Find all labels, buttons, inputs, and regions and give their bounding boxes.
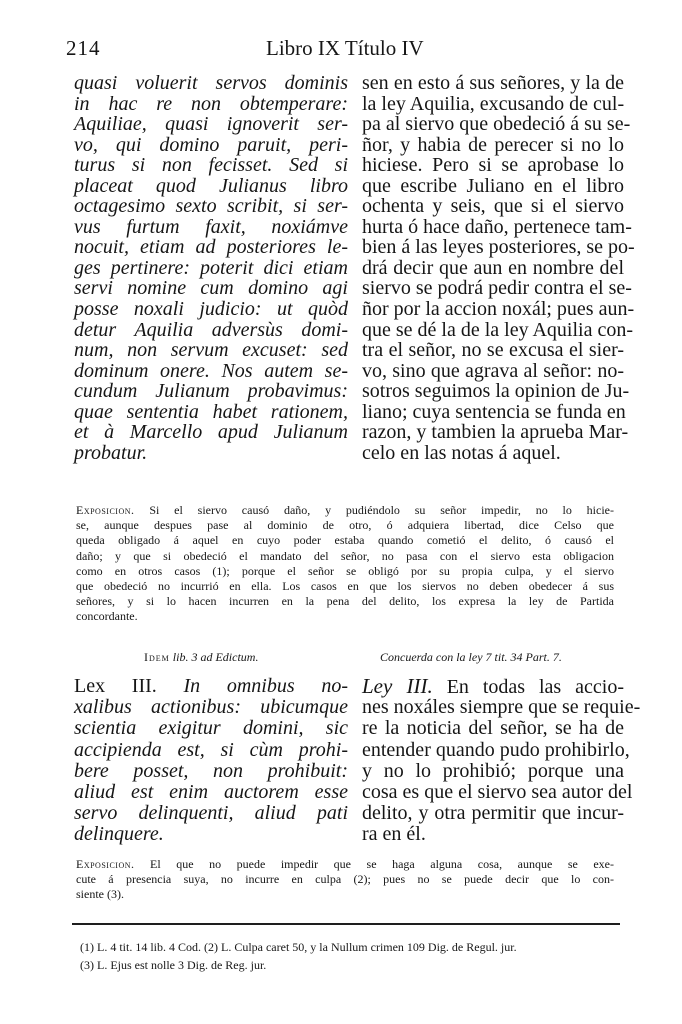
- spanish-line: ochenta y seis, que si el siervo: [362, 195, 624, 218]
- latin-line: accipienda est, si cùm prohi-: [74, 738, 348, 761]
- exposicion-heading: Exposicion.: [76, 857, 135, 871]
- exposicion-line: cute á presencia suya, no incurre en culpa (2); pues no se puede decir que lo con-: [76, 872, 614, 887]
- latin-line: cundum Julianum probavimus:: [74, 380, 348, 403]
- latin-line: in hac re non obtemperare:: [74, 92, 348, 115]
- exposicion-line: como en otros casos (1); porque el señor se obligó por su propia culpa, y el siervo: [76, 563, 614, 578]
- citation-right: Concuerda con la ley 7 tit. 34 Part. 7.: [380, 650, 562, 664]
- exposicion-line: daño; y que si obedeció el mandato del señor, no pasa con el siervo esta obligacion: [76, 548, 614, 563]
- spanish-line: la ley Aquilia, excusando de cul-: [362, 92, 625, 115]
- latin-line: aliud est enim auctorem esse: [74, 780, 348, 803]
- latin-line: quae sententia habet rationem,: [74, 400, 348, 423]
- spanish-line: y no lo prohibió; porque una: [362, 759, 624, 782]
- spanish-line: delito, y otra permitir que incur-: [362, 802, 624, 825]
- latin-line: dominum onere. Nos autem se-: [74, 359, 348, 382]
- exposicion-line: [76, 503, 614, 518]
- spanish-text-column-1: [362, 72, 635, 464]
- latin-line: octagesimo sexto scribit, si ser-: [74, 195, 348, 218]
- spanish-line: cosa es que el siervo sea autor del: [362, 780, 633, 803]
- spanish-line: hiciese. Pero si se aprobase lo: [362, 154, 624, 177]
- spanish-line: hurta ó hace daño, pertenece tam-: [362, 215, 632, 238]
- citation-left: [144, 650, 258, 665]
- exposicion-line: se, aunque despues pase al dominio de otro, ó adquiera libertad, dice Celso que: [76, 518, 614, 533]
- exposicion-line: señores, y si lo hacen incurren en la pena del delito, los expresa la ley de Partida: [76, 594, 614, 609]
- citation-author: Idem: [144, 650, 170, 664]
- spanish-line: celo en las notas á aquel.: [362, 441, 561, 464]
- spanish-line: sen en esto á sus señores, y la de: [362, 72, 624, 94]
- latin-line: detur Aquilia adversùs domi-: [74, 318, 348, 341]
- spanish-line: re la noticia del señor, se ha de: [362, 717, 624, 740]
- spanish-line: bien á las leyes posteriores, se po-: [362, 236, 635, 259]
- latin-line: Aquiliae, quasi ignoverit ser-: [74, 113, 348, 136]
- exposicion-line: queda obligado á aquel en cuyo poder estaba quando cometió el delito, ó causó el: [76, 533, 614, 548]
- latin-text-column-1: [74, 73, 348, 463]
- spanish-line: ra en él.: [362, 823, 426, 846]
- latin-text-column-2: [74, 676, 348, 846]
- exposicion-heading: Exposicion.: [76, 503, 135, 517]
- spanish-line: nes noxáles siempre que se requie-: [362, 696, 641, 719]
- spanish-line: razon, y tambien la aprueba Mar-: [362, 421, 629, 444]
- latin-line: turus si non fecisset. Sed si: [74, 154, 348, 177]
- latin-line: [74, 676, 348, 697]
- exposicion-line: concordante.: [76, 609, 138, 624]
- exposicion-paragraph-2: [76, 857, 614, 903]
- exposicion-paragraph-1: [76, 503, 614, 625]
- running-title: Libro IX Título IV: [266, 36, 424, 60]
- lex-label: Lex III.: [74, 675, 157, 697]
- latin-line: quasi voluerit servos dominis: [74, 72, 348, 94]
- footnote-line: (1) L. 4 tit. 14 lib. 4 Cod. (2) L. Culpa caret 50, y la Nullum crimen 109 Dig. de Regul. jur.: [80, 940, 517, 954]
- latin-line-text: In omnibus no-: [156, 675, 348, 697]
- latin-line: servi nomine cum domino agi: [74, 277, 348, 300]
- latin-line: ges pertinere: poterit dici etiam: [74, 256, 348, 279]
- page-number: 214: [66, 36, 101, 60]
- latin-line: scientia exigitur domini, sic: [74, 717, 348, 740]
- spanish-line: vo, sino que agrava al señor: no-: [362, 359, 624, 382]
- latin-line: nocuit, etiam ad posteriores le-: [74, 236, 348, 259]
- latin-line: num, non servum excuset: sed: [74, 339, 348, 362]
- spanish-line: liano; cuya sentencia se funda en: [362, 400, 626, 423]
- page-header: [62, 36, 624, 66]
- spanish-line: drá decir que aun en nombre del: [362, 256, 624, 279]
- latin-line: xalibus actionibus: ubicumque: [74, 696, 348, 719]
- footnote-line: (3) L. Ejus est nolle 3 Dig. de Reg. jur.: [80, 958, 267, 972]
- spanish-line: pa al siervo que obedeció á su se-: [362, 113, 631, 136]
- spanish-line: que escribe Juliano en el libro: [362, 174, 624, 197]
- exposicion-line: [76, 857, 614, 872]
- latin-line: servo delinquenti, aliud pati: [74, 802, 348, 825]
- ley-label: Ley III.: [362, 674, 433, 698]
- spanish-line: sotros seguimos la opinion de Ju-: [362, 380, 630, 403]
- latin-line: placeat quod Julianus libro: [74, 174, 348, 197]
- latin-line: posse noxali judicio: ut quòd: [74, 298, 348, 321]
- latin-line: et à Marcello apud Julianum: [74, 421, 348, 444]
- spanish-line: [362, 676, 624, 697]
- footnote-divider: [72, 923, 620, 925]
- spanish-line-text: En todas las accio-: [432, 676, 624, 698]
- exposicion-line: que obedeció no incurrió en ella. Los casos en que los siervos no deben obedecer á sus: [76, 578, 614, 593]
- spanish-line: siervo se podrá pedir contra el se-: [362, 277, 632, 300]
- spanish-text-column-2: [362, 674, 641, 846]
- spanish-line: tra el señor, no se excusa el sier-: [362, 339, 624, 362]
- spanish-line: entender quando pudo prohibirlo,: [362, 738, 630, 761]
- latin-line: vus furtum faxit, noxiámve: [74, 215, 348, 238]
- exposicion-text: Si el siervo causó daño, y pudiéndolo su señor impedir, no lo hicie-: [134, 503, 614, 517]
- exposicion-line: siente (3).: [76, 887, 124, 902]
- spanish-line: ñor, y habia de perecer si no lo: [362, 133, 624, 156]
- citation-source: lib. 3 ad Edictum.: [169, 650, 259, 664]
- spanish-line: que se dé la de la ley Aquilia con-: [362, 318, 634, 341]
- footnotes: [80, 938, 620, 974]
- latin-line: vo, qui domino paruit, peri-: [74, 133, 348, 156]
- spanish-line: ñor por la accion noxál; pues aun-: [362, 298, 635, 321]
- latin-line: probatur.: [74, 441, 148, 464]
- latin-line: bere posset, non prohibuit:: [74, 759, 348, 782]
- exposicion-text: El que no puede impedir que se haga alguna cosa, aunque se exe-: [134, 857, 614, 871]
- latin-line: delinquere.: [74, 823, 164, 846]
